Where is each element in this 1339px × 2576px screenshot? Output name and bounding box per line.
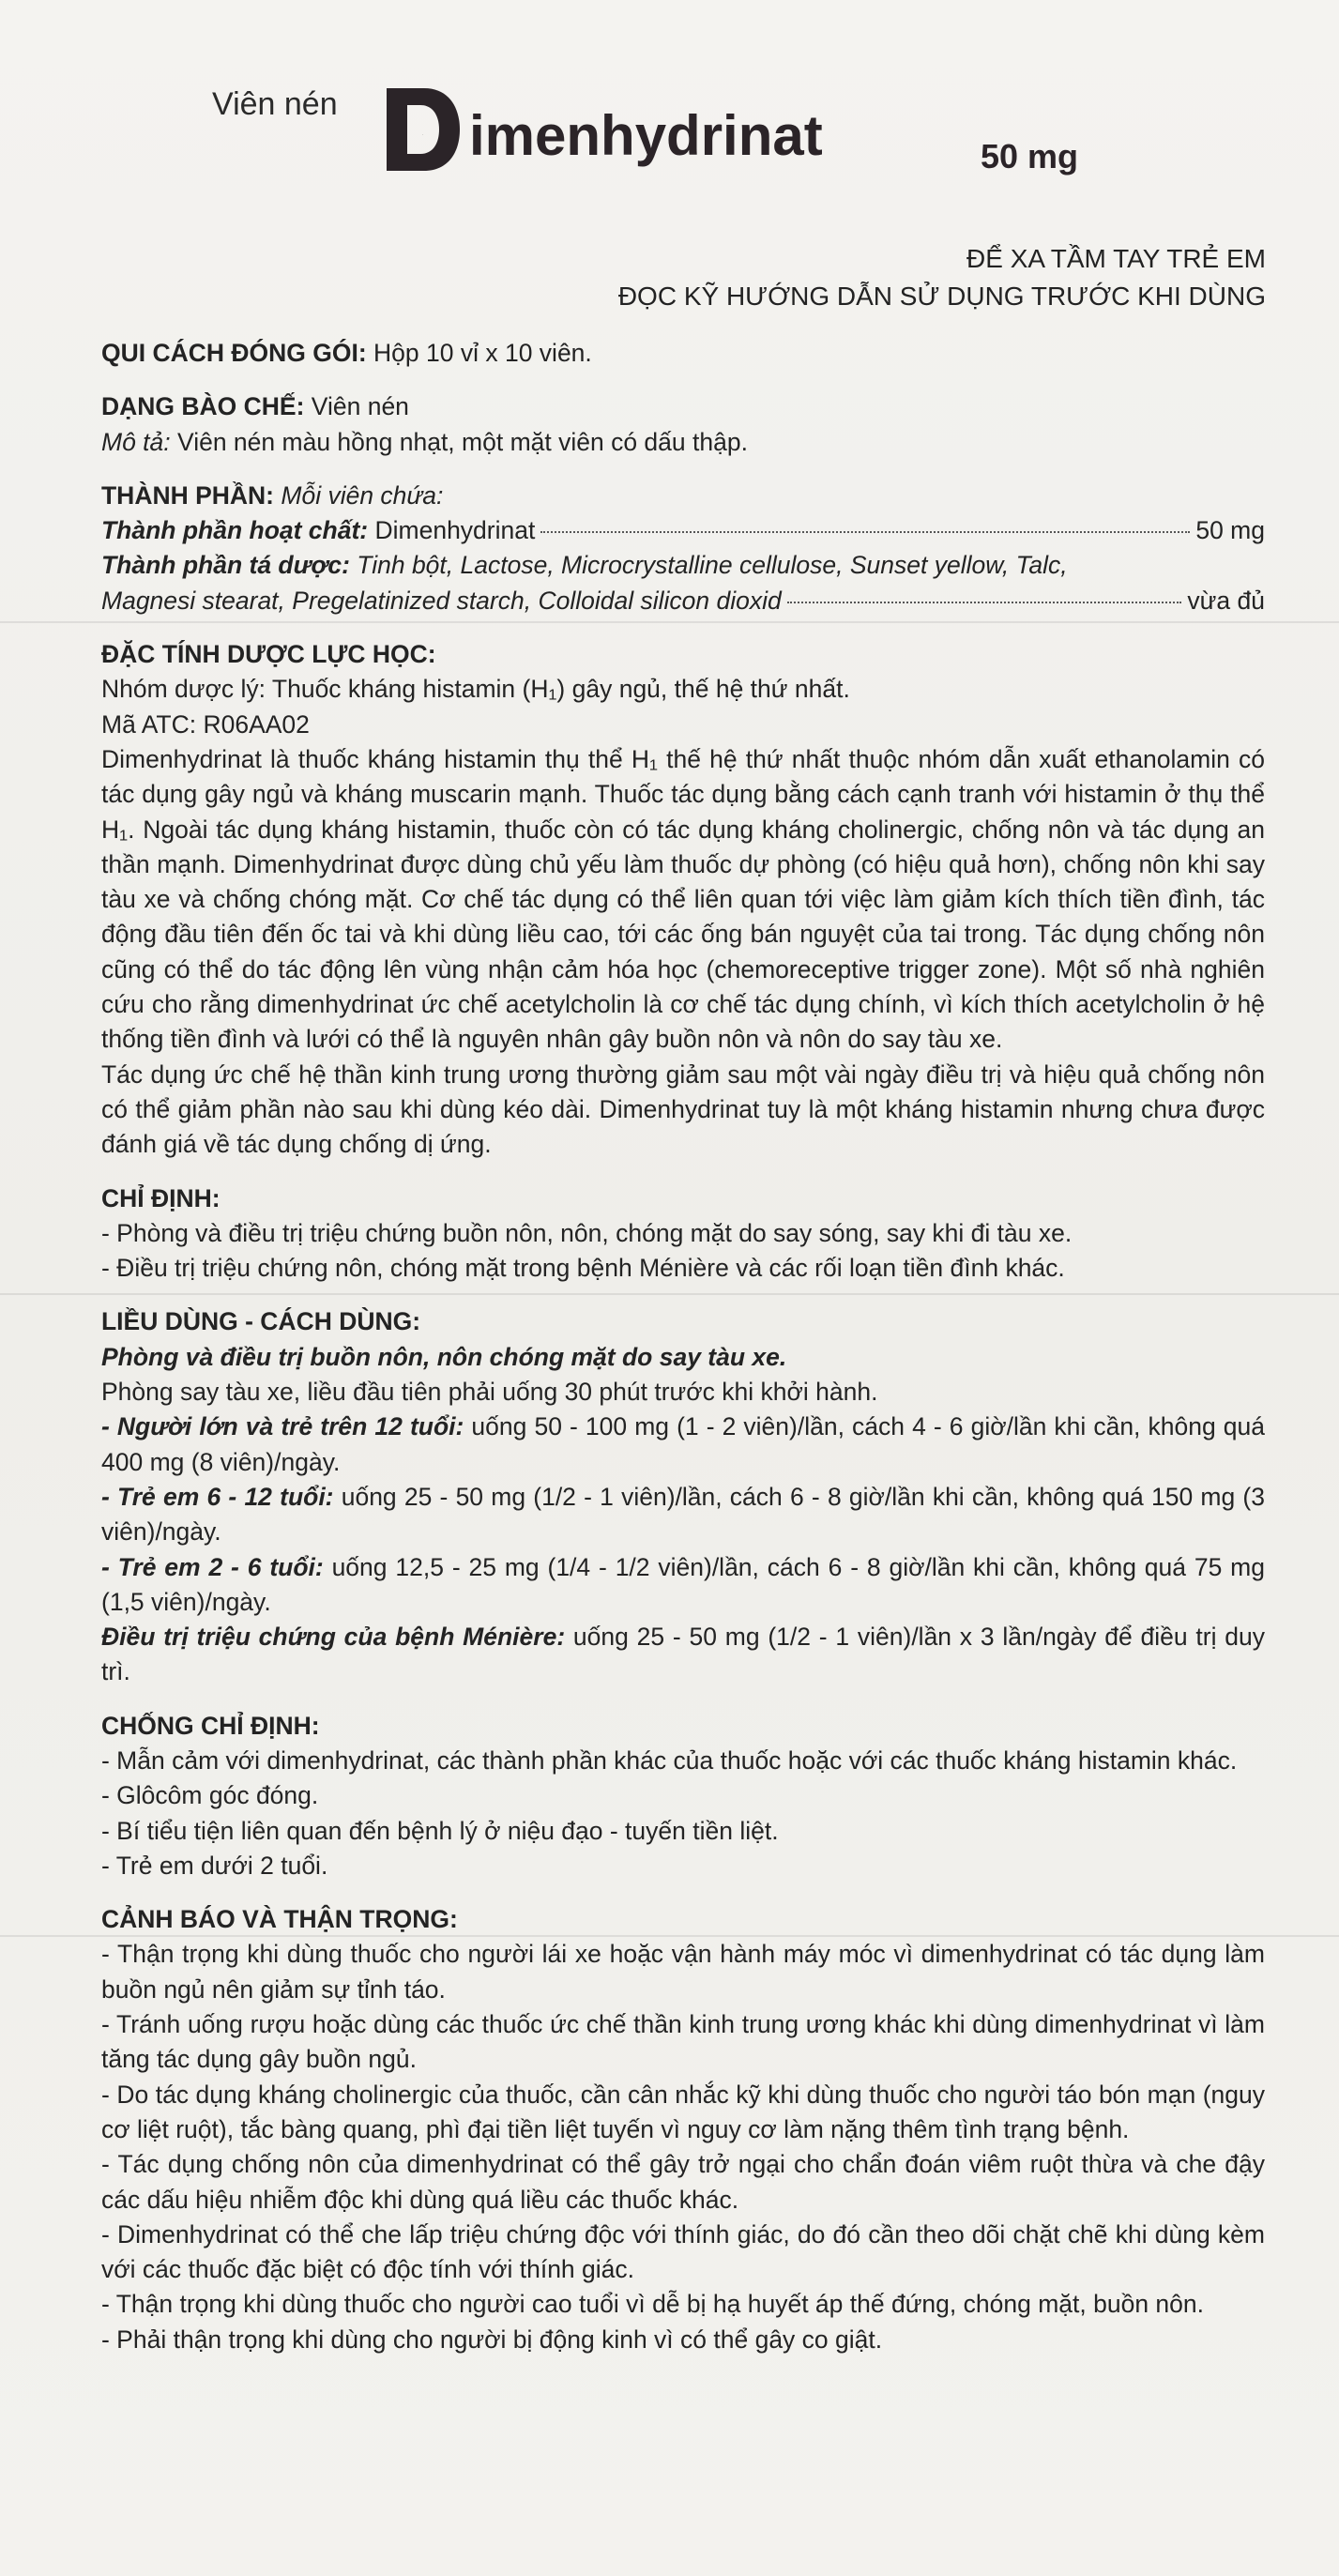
warning-item: - Thận trọng khi dùng thuốc cho người cao tuổi vì dễ bị hạ huyết áp thế đứng, chóng mặt, buồn nôn. <box>101 2290 1204 2319</box>
active-ingredient-label: Thành phần hoạt chất: <box>101 516 369 545</box>
dosage-child-2-6-text: uống 12,5 - 25 mg (1/4 - 1/2 viên)/lần, cách 6 - 8 giờ/lần khi cần, không quá 75 mg (1,5 viên)/ngày. <box>101 1552 1265 1616</box>
dosage-meniere-label: Điều trị triệu chứng của bệnh Ménière: <box>101 1623 566 1652</box>
safety-notices <box>618 240 1266 315</box>
product-name: imenhydrinat <box>469 104 823 167</box>
pharmacodynamics-paragraph-1: Dimenhydrinat là thuốc kháng histamin thụ thể H₁ thế hệ thứ nhất thuộc nhóm dẫn xuất ethanolamin có tác dụng gây ngủ và kháng muscarin mạnh. Thuốc tác dụng bằng cách cạnh tranh với histamin ở thụ thể H₁. Ngoài tác dụng kháng histamin, thuốc còn có tác dụng kháng cholinergic, chống nôn và tác dụng an thần mạnh. Dimenhydrinat được dùng chủ yếu làm thuốc dự phòng (có hiệu quả hơn), chống nôn khi say tàu xe và chống chóng mặt. Cơ chế tác dụng có thể liên quan tới việc làm giảm kích thích tiền đình, tác động đầu tiên đến ốc tai và khi dùng liều cao, tới các ống bán nguyệt của tai trong. Tác dụng chống nôn cũng có thể do tác động lên vùng nhận cảm hóa học (chemoreceptive trigger zone). Một số nhà nghiên cứu cho rằng dimenhydrinat ức chế acetylcholin là cơ chế tác dụng chính, vì kích thích acetylcholin ở hệ thống tiền đình và lưới có thể là nguyên nhân gây buồn nôn và nôn do say tàu xe. <box>101 744 1265 1054</box>
dosage-form-label: Viên nén <box>212 86 338 122</box>
description-line <box>101 425 1265 460</box>
warning-item: - Tác dụng chống nôn của dimenhydrinat có thể gây trở ngại cho chẩn đoán viêm ruột thừa và che đậy các dấu hiệu nhiễm độc khi dùng quá liều các thuốc khác. <box>101 2150 1265 2214</box>
dosage-intro: Phòng say tàu xe, liều đầu tiên phải uống 30 phút trước khi khởi hành. <box>101 1378 878 1407</box>
dosage-child-6-12-label: - Trẻ em 6 - 12 tuổi: <box>101 1482 334 1511</box>
read-instructions-notice: ĐỌC KỸ HƯỚNG DẪN SỬ DỤNG TRƯỚC KHI DÙNG <box>617 282 1266 311</box>
dosage-child-6-12-text: uống 25 - 50 mg (1/2 - 1 viên)/lần, cách 6 - 8 giờ/lần khi cần, không quá 150 mg (3 viên)/ngày. <box>101 1482 1265 1547</box>
dosage-meniere-text: uống 25 - 50 mg (1/2 - 1 viên)/lần x 3 lần/ngày để điều trị duy trì. <box>101 1623 1266 1686</box>
excipients-line-1 <box>101 548 1265 583</box>
contraindication-item: - Glôcôm góc đóng. <box>101 1781 319 1810</box>
dosage-adult-label: - Người lớn và trẻ trên 12 tuổi: <box>101 1412 464 1441</box>
brand-logo-d <box>383 84 462 175</box>
excipients-label: Thành phần tá dược: <box>101 551 350 580</box>
atc-code: Mã ATC: R06AA02 <box>101 709 310 739</box>
active-ingredient-name: Dimenhydrinat <box>368 516 536 545</box>
packaging-section <box>101 336 1265 371</box>
dosage-adult-text: uống 50 - 100 mg (1 - 2 viên)/lần, cách 4 - 6 giờ/lần khi cần, không quá 400 mg (8 viên)/ngày. <box>101 1412 1265 1476</box>
dosage-subheading: Phòng và điều trị buồn nôn, nôn chóng mặt do say tàu xe. <box>101 1342 787 1371</box>
warning-item: - Tránh uống rượu hoặc dùng các thuốc ức chế thần kinh trung ương khác khi dùng dimenhydrinat vì làm tăng tác dụng gây buồn ngủ. <box>101 2010 1265 2074</box>
packaging-heading: QUI CÁCH ĐÓNG GÓI: <box>101 339 367 367</box>
contraindication-item: - Bí tiểu tiện liên quan đến bệnh lý ở niệu đạo - tuyến tiền liệt. <box>101 1816 779 1845</box>
dosage-form-section <box>101 389 1265 424</box>
warnings-heading: CẢNH BÁO VÀ THẬN TRỌNG: <box>101 1905 458 1934</box>
dosage-meniere <box>101 1620 1265 1690</box>
packaging-value: Hộp 10 vỉ x 10 viên. <box>366 339 592 367</box>
pharmacologic-group: Nhóm dược lý: Thuốc kháng histamin (H₁) gây ngủ, thế hệ thứ nhất. <box>101 675 850 704</box>
dosage-child-2-6-label: - Trẻ em 2 - 6 tuổi: <box>101 1552 324 1581</box>
active-ingredient-line <box>101 513 1265 548</box>
pharmacodynamics-paragraph-2: Tác dụng ức chế hệ thần kinh trung ương thường giảm sau một vài ngày điều trị và hiệu quả chống nôn có thể giảm phần nào sau khi dùng kéo dài. Dimenhydrinat tuy là một kháng histamin nhưng chưa được đánh giá về tác dụng chống dị ứng. <box>101 1059 1265 1159</box>
dosage-heading: LIỀU DÙNG - CÁCH DÙNG: <box>101 1307 421 1336</box>
keep-away-notice: ĐỂ XA TẦM TAY TRẺ EM <box>966 244 1266 273</box>
warning-item: - Dimenhydrinat có thể che lấp triệu chứng độc với thính giác, do đó cần theo dõi chặt chẽ khi dùng kèm với các thuốc đặc biệt có độc tính với thính giác. <box>101 2219 1265 2284</box>
warning-item: - Phải thận trọng khi dùng cho người bị động kinh vì có thể gây co giật. <box>101 2324 883 2354</box>
composition-subheading: Mỗi viên chứa: <box>274 480 444 510</box>
composition-section <box>101 479 1265 513</box>
composition-heading: THÀNH PHẦN: <box>101 480 275 510</box>
leaflet-body <box>101 336 1265 2357</box>
indication-item: - Phòng và điều trị triệu chứng buồn nôn, nôn, chóng mặt do say sóng, say khi đi tàu xe. <box>101 1218 1073 1247</box>
contraindication-item: - Mẫn cảm với dimenhydrinat, các thành phần khác của thuốc hoặc với các thuốc kháng histamin khác. <box>101 1745 1238 1775</box>
dosage-child-6-12 <box>101 1480 1265 1550</box>
contraindications-heading: CHỐNG CHỈ ĐỊNH: <box>101 1711 320 1740</box>
leaflet-header <box>0 66 1339 206</box>
indications-heading: CHỈ ĐỊNH: <box>101 1183 221 1212</box>
dosage-child-2-6 <box>101 1550 1265 1621</box>
dosage-form-heading: DẠNG BÀO CHẾ: <box>101 392 305 421</box>
warning-item: - Thận trọng khi dùng thuốc cho người lái xe hoặc vận hành máy móc vì dimenhydrinat có tác dụng làm buồn ngủ nên giảm sự tỉnh táo. <box>101 1940 1265 2004</box>
leader-dots <box>540 531 1190 533</box>
dosage-form-value: Viên nén <box>304 392 409 421</box>
dosage-adult <box>101 1410 1265 1480</box>
product-strength: 50 mg <box>981 137 1079 175</box>
warning-item: - Do tác dụng kháng cholinergic của thuốc, cần cân nhắc kỹ khi dùng thuốc cho người táo bón mạn (nguy cơ liệt ruột), tắc bàng quang, phì đại tiền liệt tuyến vì nguy cơ làm nặng thêm tình trạng bệnh. <box>101 2080 1265 2143</box>
contraindication-item: - Trẻ em dưới 2 tuổi. <box>101 1851 328 1880</box>
excipients-list-2: Magnesi stearat, Pregelatinized starch, Colloidal silicon dioxid <box>101 586 782 615</box>
indication-item: - Điều trị triệu chứng nôn, chóng mặt trong bệnh Ménière và các rối loạn tiền đình khác. <box>101 1254 1065 1283</box>
active-ingredient-amount: 50 mg <box>1195 516 1265 545</box>
excipients-line-2 <box>101 584 1265 618</box>
description-label: Mô tả: <box>101 427 171 456</box>
description-value: Viên nén màu hồng nhạt, một mặt viên có dấu thập. <box>170 427 748 456</box>
leader-dots <box>787 602 1182 603</box>
logo-letter: D <box>422 135 423 136</box>
excipients-list-1: Tinh bột, Lactose, Microcrystalline cellulose, Sunset yellow, Talc, <box>349 551 1068 580</box>
excipients-amount: vừa đủ <box>1187 586 1265 615</box>
pharmacodynamics-heading: ĐẶC TÍNH DƯỢC LỰC HỌC: <box>101 640 436 669</box>
